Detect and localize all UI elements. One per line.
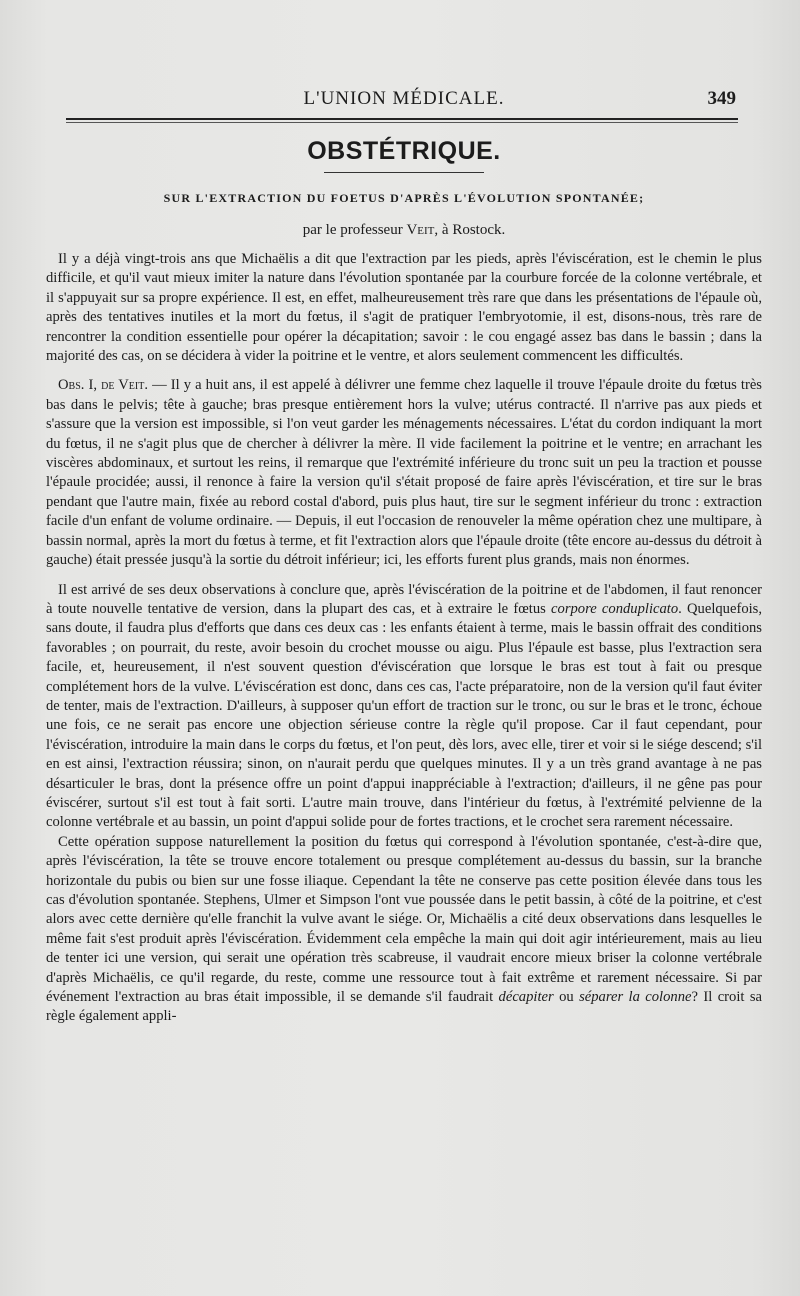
section-title-rule: [324, 172, 484, 173]
italic-separer: séparer la colonne: [579, 989, 692, 1006]
journal-title: L'UNION MÉDICALE.: [303, 88, 505, 109]
author-suffix: , à Rostock.: [434, 222, 506, 238]
italic-decapiter: décapiter: [498, 989, 554, 1006]
paragraph-4-mid: ou: [553, 989, 580, 1006]
paragraph-observation-1: [46, 376, 762, 570]
paragraph-4-part-b: ? Il croit sa règle également appli-: [46, 989, 762, 1025]
paragraph-3: [46, 581, 762, 833]
article-body: [46, 250, 762, 1027]
paragraph-4: [46, 833, 762, 1027]
author-prefix: par le professeur: [302, 222, 403, 238]
header-rule: [66, 118, 738, 123]
author-name: Veit: [406, 222, 435, 238]
paragraph-4-part-a: Cette opération suppose naturellement la position du fœtus qui correspond à l'évolution spontanée, c'est-à-dire que, après l'éviscération, la tête se trouve encore totalement ou presque complétement au-dessus du bassin, sur la branche horizontale du pubis ou bien sur une fosse iliaque. Cependant la tête ne conserve pas cette position élevée dans tous les cas d'évolution spontanée. Stephens, Ulmer et Simpson l'ont vue poussée dans le petit bassin, à côté de la poitrine, et c'est alors avec cette dernière qu'elle franchit la vulve avant le siége. Or, Michaëlis a cité deux observations dans lesquelles le même fait s'est produit après l'éviscération. Évidemment cela empêche la main qui doit agir intérieurement, mais au lieu de tenter ici une version, qui serait une opération très scabreuse, il vaudrait encore mieux briser la colonne vertébrale d'après Michaëlis, ce qu'il regarde, du reste, comme une ressource tout à fait extrême et rarement nécessaire. Si par événement l'extraction au bras était impossible, il se demande s'il faudrait: [46, 833, 762, 1006]
observation-label: Obs. I, de Veit.: [58, 377, 148, 394]
latin-phrase: corpore conduplicato: [551, 600, 679, 617]
observation-text: — Il y a huit ans, il est appelé à délivrer une femme chez laquelle il trouve l'épaule droite du fœtus très bas dans le pelvis; tête à gauche; bras presque entièrement hors la vulve; utérus contracté. Il n'arrive pas aux pieds et s'assure que la version est impossible, si l'on veut garder les ménagements nécessaires. L'état du cordon indiquant la mort du fœtus, il ne s'agit plus que de chercher à délivrer la mère. Il vide facilement la poitrine et le ventre; en arrachant les viscères abdominaux, et surtout les reins, il remarque que l'extrémité inférieure du tronc suit un peu la traction et pousse l'épaule procidée; aussi, il renonce à faire la version qu'il s'était proposé de faire après l'éviscération, et tire sur le bras pendant que l'autre main, fixée au rebord costal d'abord, puis plus haut, tire sur le segment inférieur du tronc : extraction facile d'un enfant de volume ordinaire. — Depuis, il eut l'occasion de renouveler la même opération chez une multipare, à bassin normal, après la mort du fœtus à terme, et fit l'extraction alors que l'épaule droite (tête encore au-dessus du détroit à gauche) était pressée jusqu'à la sortie du détroit inférieur; ici, les efforts furent plus grands, mais non énormes.: [46, 377, 762, 569]
paragraph-1: Il y a déjà vingt-trois ans que Michaëlis a dit que l'extraction par les pieds, après l'éviscération, est le chemin le plus difficile, et qu'il vaut mieux imiter la nature dans l'évolution spontanée par la courbure forcée de la colonne vertébrale, et il s'appuyait sur sa propre expérience. Il est, en effet, malheureusement très rare que dans les présentations de l'épaule où, après des tentatives inutiles et la mort du fœtus, il s'agit de pratiquer l'embryotomie, il est, disons-nous, très rare de rencontrer la condition essentielle pour opérer la décapitation; savoir : le cou engagé assez bas dans le bassin ; dans la majorité des cas, on se décidera à vider la poitrine et le ventre, et alors seulement commencent les difficultés.: [46, 251, 762, 365]
page-number: 349: [707, 88, 736, 109]
article-title: SUR L'EXTRACTION DU FOETUS D'APRÈS L'ÉVOLUTION SPONTANÉE;: [163, 191, 645, 205]
paragraph-3-part-a: Il est arrivé de ses deux observations à conclure que, après l'éviscération de la poitrine et de l'abdomen, il faut renoncer à toute nouvelle tentative de version, dans la plupart des cas, et à extraire le fœtus: [46, 581, 762, 617]
paragraph-3-part-b: . Quelquefois, sans doute, il faudra plus d'efforts que dans ces deux cas : les enfants étaient à terme, mais le bassin offrait des conditions favorables ; on pourrait, du reste, avoir besoin du crochet mousse ou aigu. Plus l'épaule est basse, plus l'extraction sera facile, et, heureusement, il n'est souvent question d'éviscération que lorsque le bras est tout à fait ou presque complétement hors de la vulve. L'éviscération est donc, dans ces cas, l'acte préparatoire, non de la version qu'il faut éviter de tenter, mais de l'extraction. D'ailleurs, à supposer qu'un effort de traction sur le tronc, ou sur le bras et le tronc, échoue une fois, ce ne serait pas encore une objection sérieuse contre la règle qu'il propose. Car il faut cependant, pour l'éviscération, introduire la main dans le corps du fœtus, et l'on peut, dès lors, avec elle, tirer et voir si le siége descend; s'il en est ainsi, l'extraction réussira; sinon, on n'aurait perdu que quelques minutes. Il y a un très grand avantage à ne pas désarticuler le bras, dont la présence offre un point d'appui inappréciable à l'extraction; d'ailleurs, il ne gêne pas pour éviscérer, surtout s'il est tout à fait sorti. L'autre main trouve, dans l'intérieur du fœtus, à l'extrémité pelvienne de la colonne vertébrale et au bassin, un point d'appui solide pour de fortes tractions, et le crochet sera rarement nécessaire.: [46, 600, 762, 831]
section-title: OBSTÉTRIQUE.: [307, 137, 501, 165]
article-author: [46, 222, 762, 239]
running-head: [46, 88, 762, 112]
